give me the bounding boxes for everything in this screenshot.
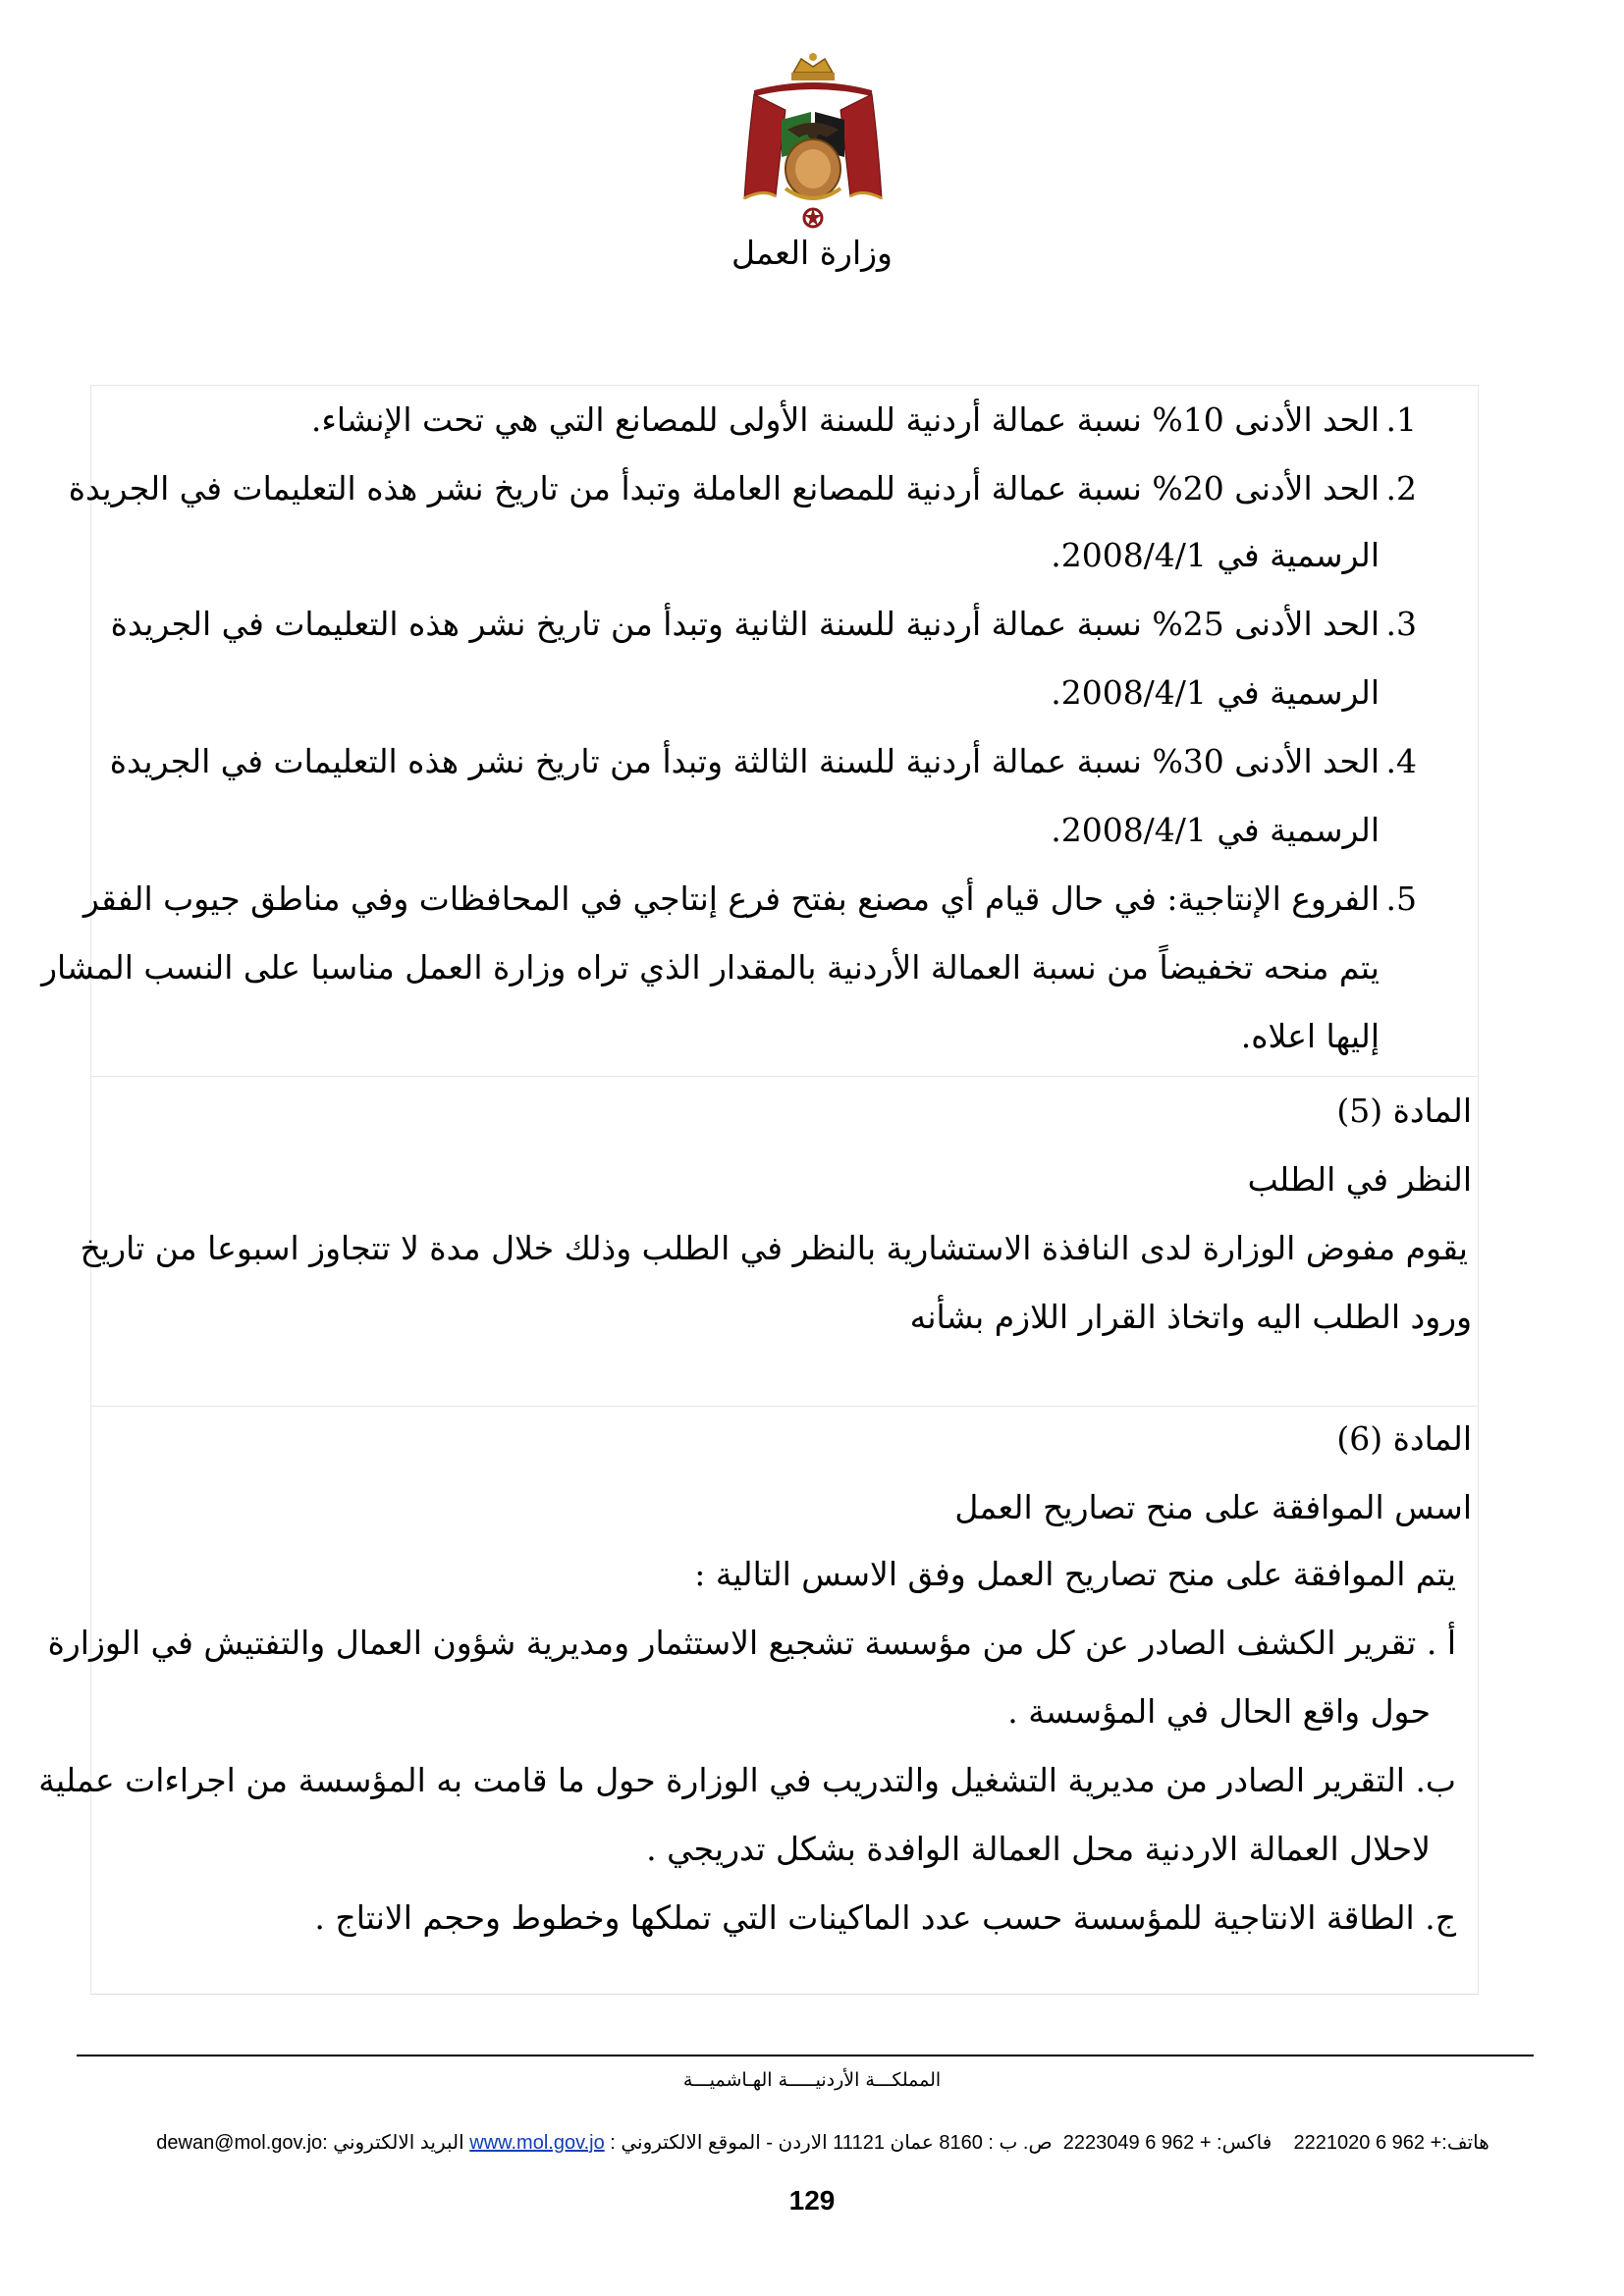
list-item-line: الحد الأدنى 10% نسبة عمالة أردنية للسنة الأولى للمصانع التي هي تحت الإنشاء. xyxy=(310,400,1380,439)
list-cell xyxy=(41,386,1478,1077)
website-link[interactable]: www.mol.gov.jo xyxy=(469,2132,605,2154)
clause-line: حول واقع الحال في المؤسسة . xyxy=(1007,1692,1431,1731)
article-title: اسس الموافقة على منح تصاريح العمل xyxy=(954,1488,1472,1526)
footer-email: البريد الالكتروني :dewan@mol.gov.jo xyxy=(156,2132,464,2154)
list-item-line: إليها اعلاه. xyxy=(1240,1017,1380,1055)
footer-contact xyxy=(106,2130,1540,2155)
article-intro: يتم الموافقة على منح تصاريح العمل وفق الاسس التالية : xyxy=(694,1555,1456,1593)
footer-pobox: ص. ب : 8160 عمان 11121 الاردن - الموقع الالكتروني : xyxy=(610,2132,1053,2154)
article-heading: المادة (5) xyxy=(1336,1092,1472,1130)
content-table xyxy=(38,385,1479,1995)
list-item-number: .1 xyxy=(1385,400,1417,439)
clause-line: ب. التقرير الصادر من مديرية التشغيل والتدريب في الوزارة حول ما قامت به المؤسسة من اجراءات عملية xyxy=(38,1761,1456,1799)
list-item-number: .4 xyxy=(1385,742,1417,780)
clause-line: أ . تقرير الكشف الصادر عن كل من مؤسسة تشجيع الاستثمار ومديرية شؤون العمال والتفتيش في الوزارة xyxy=(47,1624,1456,1662)
list-item-line: الرسمية في 2008/4/1. xyxy=(1051,536,1380,574)
footer-kingdom: المملكـــة الأردنيـــــة الهـاشميـــة xyxy=(682,2069,942,2091)
page-number: 129 xyxy=(788,2185,836,2216)
article-body-line: يقوم مفوض الوزارة لدى النافذة الاستشارية بالنظر في الطلب وذلك خلال مدة لا تتجاوز اسبوعا من تاريخ xyxy=(80,1229,1468,1267)
list-item-line: الرسمية في 2008/4/1. xyxy=(1051,673,1380,712)
hashemite-coat-of-arms-icon xyxy=(725,51,901,247)
footer-fax: فاكس: + 962 6 2223049 xyxy=(1062,2132,1272,2154)
ministry-name: وزارة العمل xyxy=(731,234,893,272)
article-title: النظر في الطلب xyxy=(1247,1160,1472,1199)
list-item-line: الرسمية في 2008/4/1. xyxy=(1051,811,1380,849)
list-item-line: يتم منحه تخفيضاً من نسبة العمالة الأردنية بالمقدار الذي تراه وزارة العمل مناسبا على النسب المشار xyxy=(41,948,1380,987)
list-item-line: الحد الأدنى 20% نسبة عمالة أردنية للمصانع العاملة وتبدأ من تاريخ نشر هذه التعليمات في الجريدة xyxy=(68,469,1380,507)
footer-divider xyxy=(77,2055,1534,2056)
list-item-line: الحد الأدنى 25% نسبة عمالة أردنية للسنة الثانية وتبدأ من تاريخ نشر هذه التعليمات في الجريدة xyxy=(110,605,1380,643)
article-6-cell xyxy=(38,1407,1478,1996)
clause-line: ج. الطاقة الانتاجية للمؤسسة حسب عدد الماكينات التي تملكها وخطوط وحجم الانتاج . xyxy=(314,1898,1456,1937)
list-item-number: .5 xyxy=(1385,880,1417,918)
list-item-number: .3 xyxy=(1385,605,1417,643)
list-item-line: الفروع الإنتاجية: في حال قيام أي مصنع بفتح فرع إنتاجي في المحافظات وفي مناطق جيوب الفقر xyxy=(82,880,1380,918)
list-item-number: .2 xyxy=(1385,469,1417,507)
article-body-line: ورود الطلب اليه واتخاذ القرار اللازم بشأنه xyxy=(909,1298,1472,1336)
list-item-line: الحد الأدنى 30% نسبة عمالة أردنية للسنة الثالثة وتبدأ من تاريخ نشر هذه التعليمات في الجريدة xyxy=(109,742,1380,780)
article-heading: المادة (6) xyxy=(1336,1419,1472,1458)
article-5-cell xyxy=(80,1077,1478,1407)
footer-phone: هاتف:+ 962 6 2221020 xyxy=(1293,2132,1489,2154)
clause-line: لاحلال العمالة الاردنية محل العمالة الوافدة بشكل تدريجي . xyxy=(646,1830,1431,1868)
